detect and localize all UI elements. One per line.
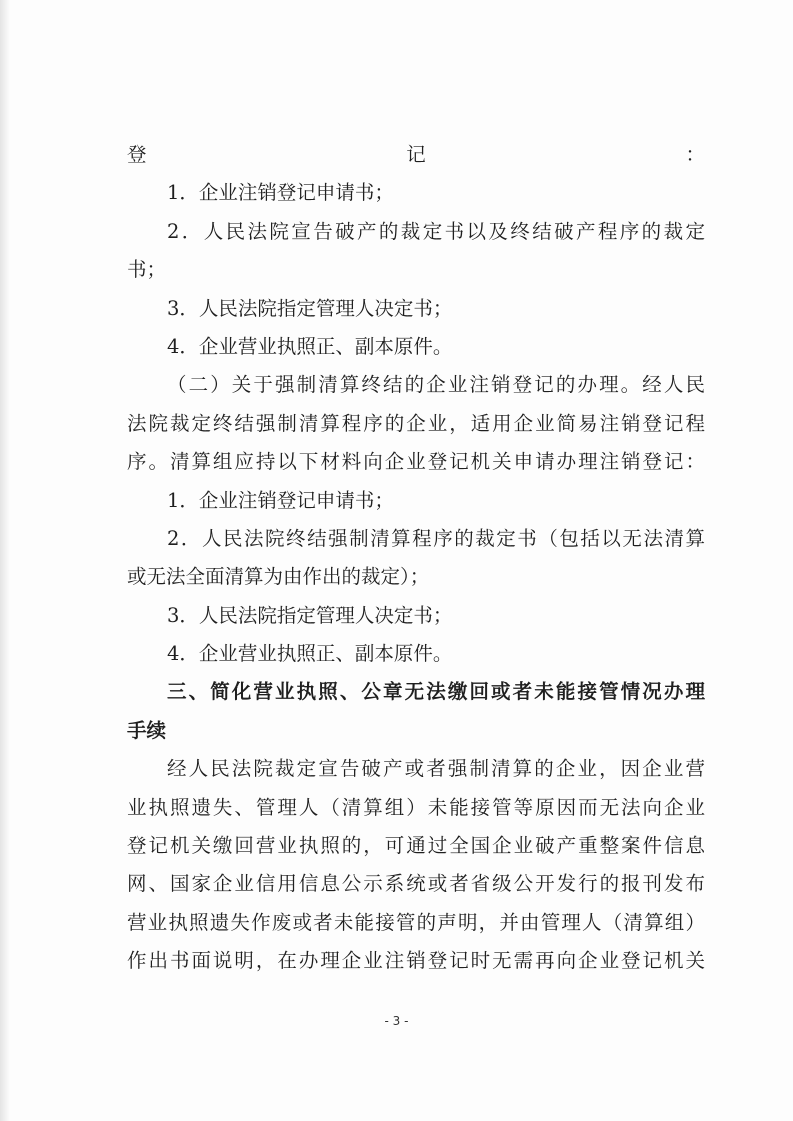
section-heading: 三、简化营业执照、公章无法缴回或者未能接管情况办理 (167, 680, 705, 704)
paragraph-compulsory-liquidation-line: 法院裁定终结强制清算程序的企业，适用企业简易注销登记程 (127, 411, 705, 435)
page-number: - 3 - (384, 1014, 409, 1028)
list-item-bankruptcy-ruling: 2．人民法院宣告破产的裁定书以及终结破产程序的裁定 (167, 219, 705, 243)
list-item-administrator-decision: 3．人民法院指定管理人决定书； (167, 296, 453, 320)
list-item-administrator-decision: 3．人民法院指定管理人决定书； (167, 603, 453, 627)
paragraph-license-loss-line: 作出书面说明，在办理企业注销登记时无需再向企业登记机关 (127, 949, 705, 973)
text-line-continuation: 登记： (127, 143, 705, 166)
paragraph-compulsory-liquidation-line: 序。清算组应持以下材料向企业登记机关申请办理注销登记： (127, 450, 705, 474)
paragraph-compulsory-liquidation: （二）关于强制清算终结的企业注销登记的办理。经人民 (167, 373, 705, 397)
paragraph-license-loss-line: 营业执照遗失作废或者未能接管的声明，并由管理人（清算组） (127, 910, 705, 934)
section-heading-continuation: 手续 (127, 718, 167, 742)
list-item-application-form: 1．企业注销登记申请书； (167, 488, 394, 512)
text-line-continuation: 书； (127, 258, 167, 282)
paragraph-license-loss-line: 登记机关缴回营业执照的，可通过全国企业破产重整案件信息 (127, 834, 705, 858)
list-item-business-license: 4．企业营业执照正、副本原件。 (167, 334, 453, 358)
scan-edge-shadow (0, 0, 10, 1121)
paragraph-license-loss-line: 网、国家企业信用信息公示系统或者省级公开发行的报刊发布 (127, 872, 705, 896)
document-body (127, 136, 705, 981)
list-item-application-form: 1．企业注销登记申请书； (167, 181, 394, 205)
list-item-business-license: 4．企业营业执照正、副本原件。 (167, 642, 453, 666)
list-item-liquidation-ruling: 2．人民法院终结强制清算程序的裁定书（包括以无法清算 (167, 526, 705, 550)
paragraph-license-loss: 经人民法院裁定宣告破产或者强制清算的企业，因企业营 (167, 757, 705, 781)
text-line-continuation: 或无法全面清算为由作出的裁定）； (127, 565, 430, 589)
paragraph-license-loss-line: 业执照遗失、管理人（清算组）未能接管等原因而无法向企业 (127, 795, 705, 819)
